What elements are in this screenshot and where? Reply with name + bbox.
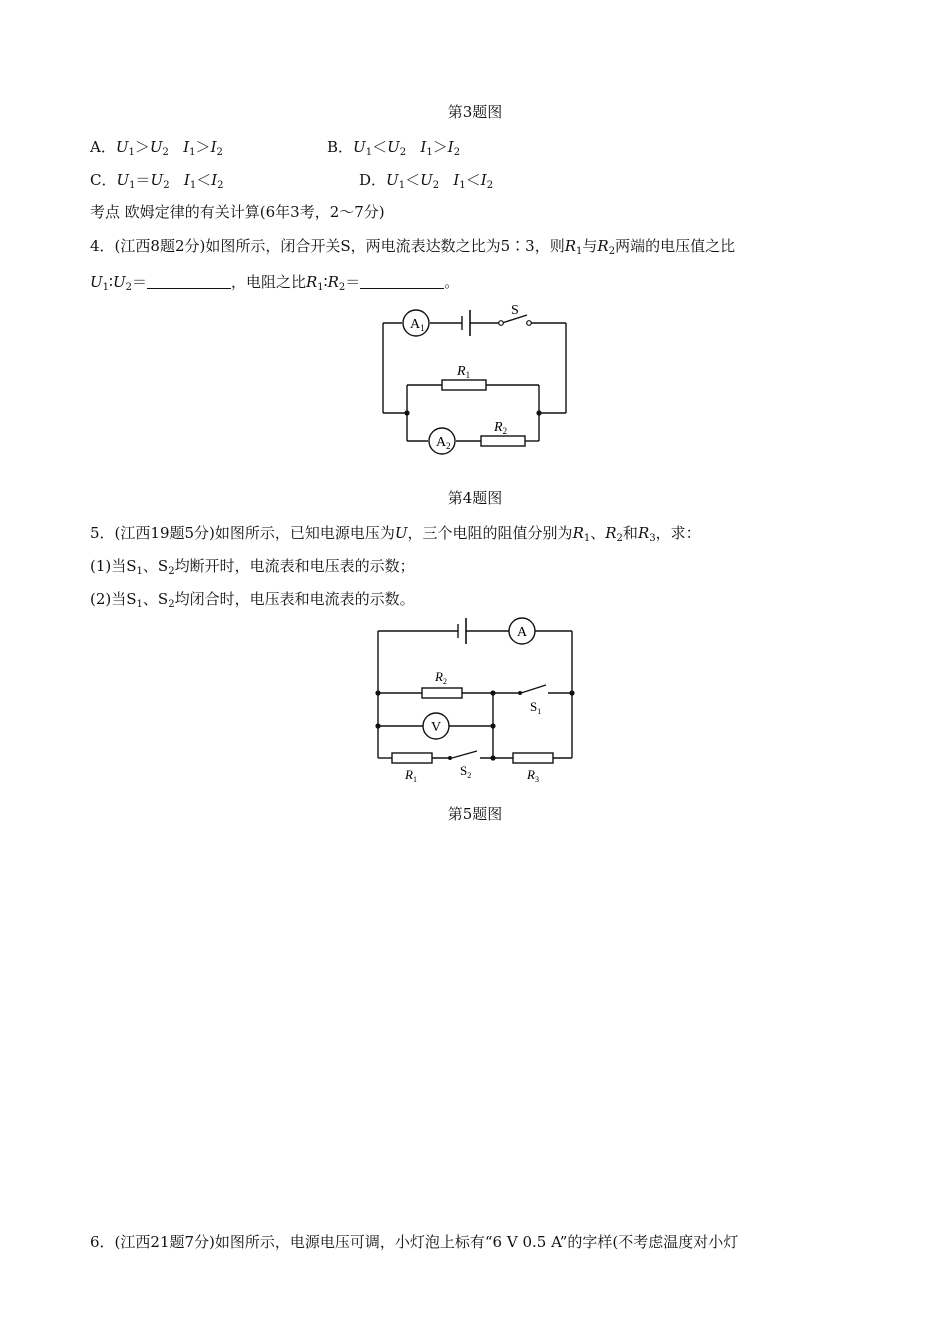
sub: 2 [608, 246, 616, 257]
option-c-label: C． [90, 171, 117, 189]
option-b-i1: I [420, 138, 427, 156]
r: R [637, 524, 650, 542]
junction-dot-icon [536, 410, 541, 415]
option-c-i1: I [183, 171, 190, 189]
r1-label: $R_1$ [457, 364, 471, 380]
sub: 1 [317, 282, 324, 293]
ratio: ∶ [323, 273, 328, 291]
option-a-u2: U [149, 138, 163, 156]
option-c [90, 170, 224, 190]
option-d [359, 170, 493, 190]
sub: 1 [583, 533, 591, 544]
a1-label: $A_1$ [410, 317, 425, 333]
q5-text: (1)当S [90, 557, 137, 575]
sub: 1 [128, 147, 135, 158]
sep: 、 [590, 524, 606, 542]
option-a [90, 137, 223, 157]
voltmeter-label: V [431, 720, 442, 735]
relation: ＜ [372, 138, 388, 156]
sub: 2 [399, 147, 407, 158]
sub: 1 [102, 282, 110, 293]
option-b [327, 137, 460, 157]
option-d-i2: I [480, 171, 487, 189]
option-b-u2: U [387, 138, 400, 156]
option-d-label: D． [359, 171, 387, 189]
r: R [605, 524, 617, 542]
option-b-i2: I [447, 138, 454, 156]
switch-s2-contact-icon [448, 756, 452, 760]
option-d-i1: I [453, 171, 460, 189]
sub: 2 [162, 147, 169, 158]
r1-label: $R_1$ [405, 767, 417, 784]
option-a-i2: I [210, 138, 217, 156]
sub: 2 [168, 566, 175, 577]
option-c-i2: I [211, 171, 218, 189]
sub: 1 [129, 180, 136, 191]
eq: ＝ [131, 273, 147, 291]
figure-4-circuit [370, 300, 580, 470]
relation: ＞ [432, 138, 448, 156]
sub: 1 [426, 147, 433, 158]
question-5-part-2 [90, 589, 415, 609]
switch-s-label: S [511, 303, 519, 318]
sub: 2 [453, 147, 461, 158]
sub: 2 [616, 533, 623, 544]
sub: 1 [365, 147, 373, 158]
sub: 2 [163, 180, 170, 191]
junction-dot-icon [490, 755, 495, 760]
topic-heading: 考点 欧姆定律的有关计算(6年3考，2～7分) [90, 203, 385, 221]
relation: ＜ [465, 171, 481, 189]
q5-text: 、S [142, 557, 169, 575]
figure-3-caption: 第3题图 [447, 103, 503, 121]
junction-dot-icon [490, 723, 495, 728]
question-4-line-1 [90, 236, 735, 256]
option-b-label: B． [327, 138, 354, 156]
q5-text: (2)当S [90, 590, 137, 608]
relation: ＞ [134, 138, 150, 156]
sub: 2 [216, 147, 223, 158]
sub: 2 [217, 180, 224, 191]
option-a-label: A． [90, 138, 116, 156]
u: U [394, 524, 408, 542]
sub: 1 [459, 180, 466, 191]
r: R [306, 273, 318, 291]
q5-text: 5．(江西19题5分)如图所示，已知电源电压为 [90, 524, 395, 542]
sub: 1 [136, 566, 143, 577]
q5-text: 均断开时，电流表和电压表的示数； [174, 557, 415, 575]
q4-text: 4．(江西8题2分)如图所示，闭合开关S，两电流表达数之比为5∶3，则 [90, 237, 565, 255]
a2-label: $A_2$ [436, 435, 451, 451]
ammeter-label: A [517, 625, 528, 640]
sub: 3 [649, 533, 656, 544]
junction-dot-icon [490, 690, 495, 695]
question-5-line-1 [90, 523, 701, 543]
s1-label: $S_1$ [530, 699, 542, 716]
junction-dot-icon [569, 690, 574, 695]
q4-text: ，电阻之比 [230, 273, 306, 291]
q4-text: 。 [444, 273, 460, 291]
question-6-line-1: 6．(江西21题7分)如图所示，电源电压可调，小灯泡上标有“6 V 0.5 A”的字样(不考虑温度对小灯 [90, 1233, 739, 1251]
junction-dot-icon [375, 690, 380, 695]
r3-label: $R_3$ [527, 767, 539, 784]
q5-text: ，求： [655, 524, 701, 542]
sub: 1 [189, 180, 197, 191]
relation: ＞ [195, 138, 211, 156]
sub: 1 [136, 599, 143, 610]
q5-text: 、S [142, 590, 169, 608]
option-c-u1: U [116, 171, 130, 189]
figure-5-circuit [370, 615, 585, 790]
sub: 2 [338, 282, 346, 293]
q4-text: 与 [582, 237, 598, 255]
figure-5-caption: 第5题图 [447, 805, 503, 823]
s2-label: $S_2$ [460, 763, 472, 780]
sub: 1 [576, 246, 583, 257]
option-a-u1: U [115, 138, 129, 156]
question-4-line-2 [90, 272, 459, 292]
q4-text: 两端的电压值之比 [615, 237, 736, 255]
option-b-u1: U [353, 138, 366, 156]
relation: ＝ [135, 171, 151, 189]
sub: 2 [432, 180, 440, 191]
question-5-part-1 [90, 556, 415, 576]
option-c-u2: U [150, 171, 164, 189]
switch-s-contact-icon [527, 321, 532, 326]
q5-text: 均闭合时，电压表和电流表的示数。 [174, 590, 415, 608]
r: R [572, 524, 584, 542]
r2-label: $R_2$ [494, 420, 508, 436]
relation: ＜ [196, 171, 212, 189]
and: 和 [622, 524, 638, 542]
sub: 1 [398, 180, 406, 191]
sub: 2 [125, 282, 132, 293]
sub: 2 [168, 599, 175, 610]
relation: ＜ [405, 171, 421, 189]
answer-blank-voltage-ratio[interactable] [147, 274, 231, 289]
q5-text: ，三个电阻的阻值分别为 [407, 524, 573, 542]
eq: ＝ [345, 273, 361, 291]
junction-dot-icon [375, 723, 380, 728]
option-a-i1: I [183, 138, 190, 156]
u: U [112, 273, 126, 291]
option-d-u1: U [386, 171, 399, 189]
ratio: ∶ [109, 273, 113, 291]
u: U [90, 273, 103, 291]
r: R [327, 273, 339, 291]
r2-label: $R_2$ [435, 669, 447, 686]
switch-s1-contact-icon [518, 691, 522, 695]
r: R [597, 237, 609, 255]
figure-4-caption: 第4题图 [447, 489, 503, 507]
r: R [564, 237, 576, 255]
junction-dot-icon [404, 410, 409, 415]
switch-s-contact-icon [499, 321, 504, 326]
option-d-u2: U [420, 171, 433, 189]
sub: 1 [189, 147, 196, 158]
sub: 2 [486, 180, 494, 191]
answer-blank-resistance-ratio[interactable] [360, 274, 444, 289]
